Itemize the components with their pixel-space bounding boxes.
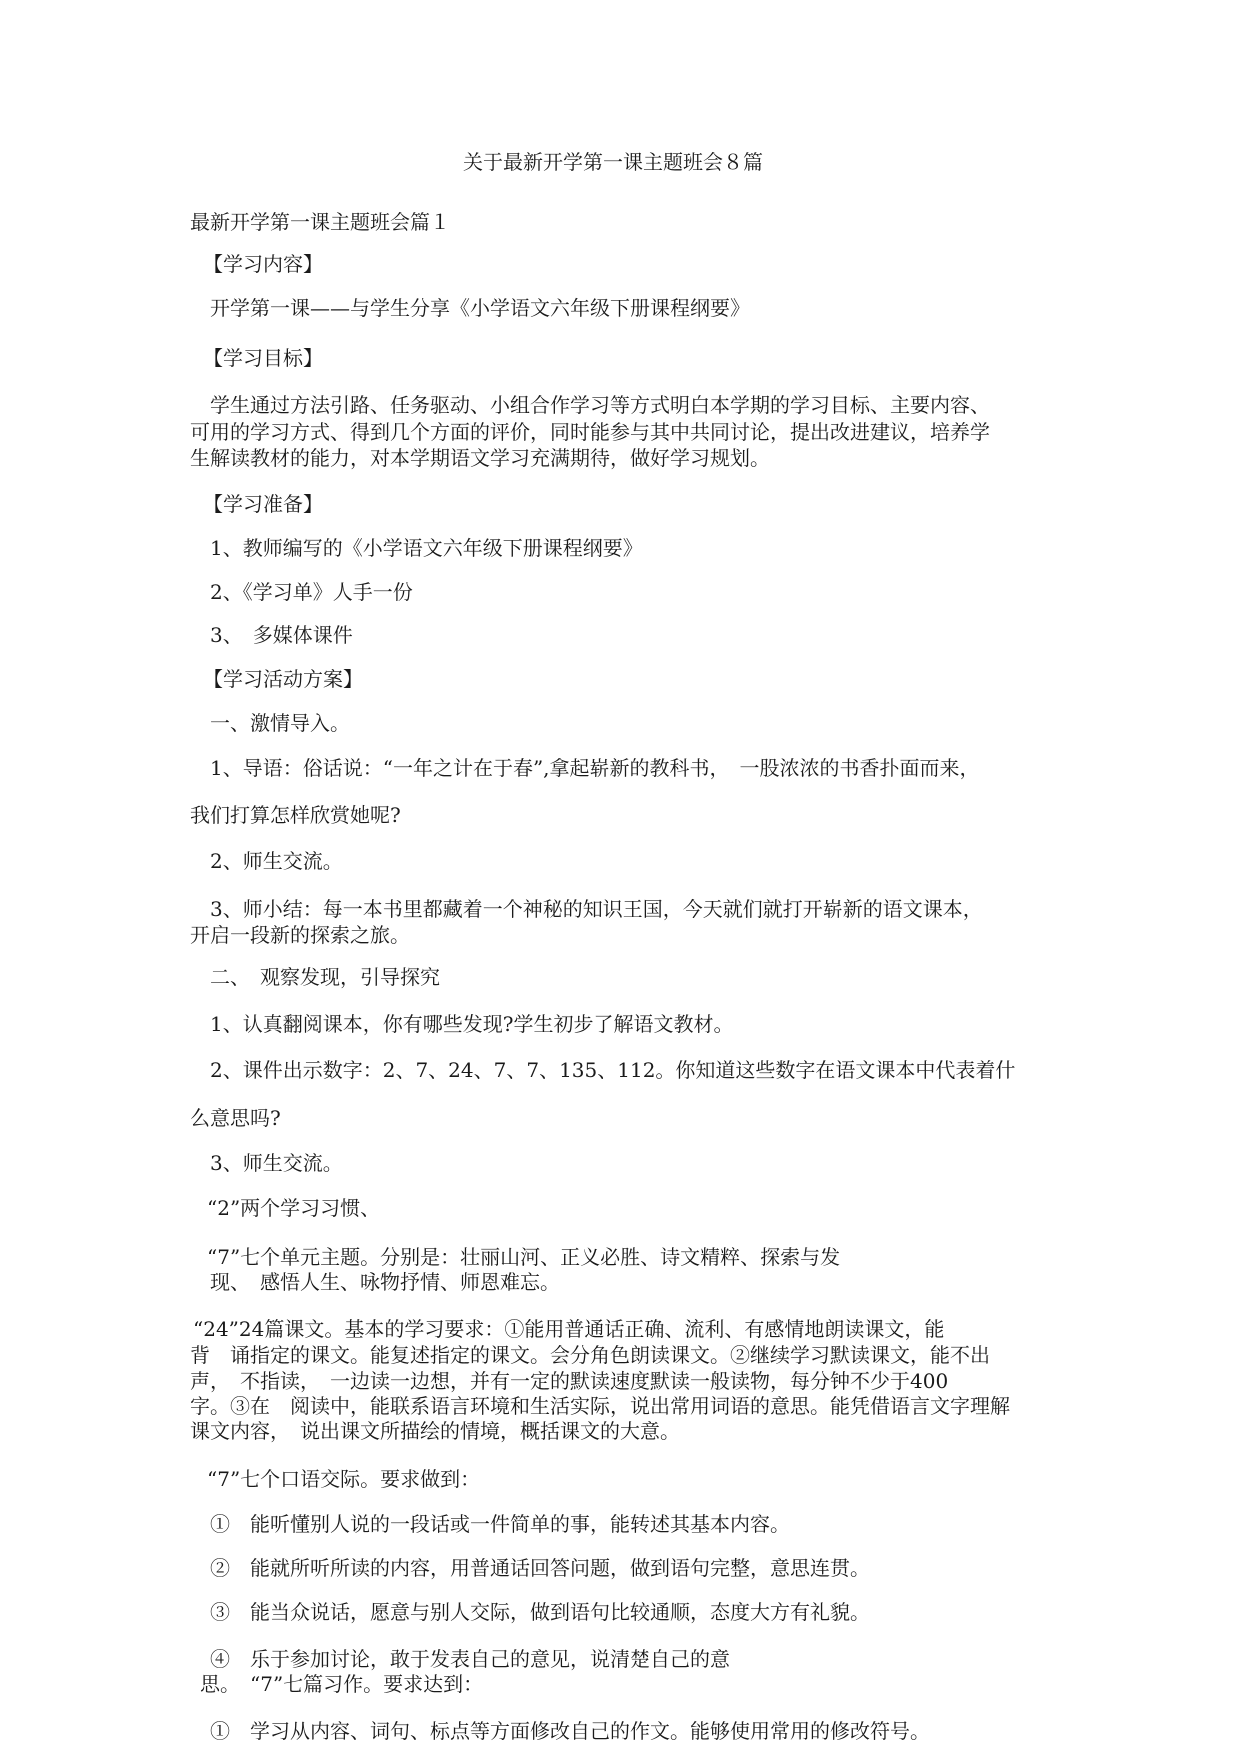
number-7-speaking: “7”七个口语交际。要求做到：: [207, 1467, 481, 1491]
heading-plan: 【学习活动方案】: [203, 667, 363, 691]
speaking-item-2: ② 能就所听所读的内容，用普通话回答问题，做到语句完整，意思连贯。: [210, 1556, 870, 1580]
step-2-item-3: 3、师生交流。: [210, 1151, 343, 1175]
heading-prep: 【学习准备】: [203, 492, 323, 516]
step-1-item-1-line-2: 我们打算怎样欣赏她呢?: [190, 803, 401, 827]
speaking-item-3: ③ 能当众说话，愿意与别人交际，做到语句比较通顺，态度大方有礼貌。: [210, 1600, 870, 1624]
speaking-item-1: ① 能听懂别人说的一段话或一件简单的事，能转述其基本内容。: [210, 1512, 790, 1536]
heading-goal: 【学习目标】: [203, 346, 323, 370]
number-24-line-5: 课文内容， 说出课文所描绘的情境，概括课文的大意。: [190, 1419, 680, 1443]
step-2-heading: 二、 观察发现，引导探究: [210, 965, 440, 989]
step-2-item-1: 1、认真翻阅课本，你有哪些发现?学生初步了解语文教材。: [210, 1012, 734, 1036]
number-24-line-4: 字。③在 阅读中，能联系语言环境和生活实际，说出常用词语的意思。能凭借语言文字理解: [190, 1394, 1010, 1418]
number-24-line-2: 背 诵指定的课文。能复述指定的课文。会分角色朗读课文。②继续学习默读课文，能不出: [190, 1343, 990, 1367]
step-2-item-2-line-1: 2、课件出示数字：2、7、24、7、7、135、112。你知道这些数字在语文课本中代表着什: [210, 1058, 1016, 1082]
step-2-item-2-line-2: 么意思吗?: [190, 1106, 281, 1130]
number-2-text: “2”两个学习习惯、: [207, 1196, 381, 1220]
document-title: 关于最新开学第一课主题班会８篇: [463, 150, 763, 174]
step-1-item-3-line-1: 3、师小结：每一本书里都藏着一个神秘的知识王国，今天就们就打开崭新的语文课本，: [210, 897, 983, 921]
writing-item-1: ① 学习从内容、词句、标点等方面修改自己的作文。能够使用常用的修改符号。: [210, 1719, 930, 1743]
number-7-units-line-1: “7”七个单元主题。分别是：壮丽山河、正义必胜、诗文精粹、探索与发: [207, 1245, 841, 1269]
number-24-line-1: “24”24篇课文。基本的学习要求：①能用普通话正确、流利、有感情地朗读课文，能: [193, 1317, 945, 1341]
goal-line-1: 学生通过方法引路、任务驱动、小组合作学习等方式明白本学期的学习目标、主要内容、: [210, 393, 990, 417]
section-title: 最新开学第一课主题班会篇１: [190, 210, 450, 234]
heading-content: 【学习内容】: [203, 252, 323, 276]
goal-line-2: 可用的学习方式、得到几个方面的评价，同时能参与其中共同讨论，提出改进建议，培养学: [190, 420, 990, 444]
step-1-item-1-line-1: 1、导语：俗话说：“一年之计在于春”,拿起崭新的教科书， 一股浓浓的书香扑面而来，: [210, 756, 980, 780]
step-1-heading: 一、激情导入。: [210, 711, 350, 735]
prep-item-1: 1、教师编写的《小学语文六年级下册课程纲要》: [210, 536, 643, 560]
goal-line-3: 生解读教材的能力，对本学期语文学习充满期待，做好学习规划。: [190, 446, 770, 470]
prep-item-3: 3、 多媒体课件: [210, 623, 353, 647]
step-1-item-2: 2、师生交流。: [210, 849, 343, 873]
speaking-item-4-line-1: ④ 乐于参加讨论，敢于发表自己的意见，说清楚自己的意: [210, 1647, 730, 1671]
speaking-item-4-line-2: 思。 “7”七篇习作。要求达到：: [200, 1672, 484, 1696]
number-24-line-3: 声， 不指读， 一边读一边想，并有一定的默读速度默读一般读物，每分钟不少于400: [190, 1369, 949, 1393]
prep-item-2: 2、《学习单》人手一份: [210, 580, 413, 604]
step-1-item-3-line-2: 开启一段新的探索之旅。: [190, 923, 410, 947]
content-text: 开学第一课——与学生分享《小学语文六年级下册课程纲要》: [210, 296, 750, 320]
number-7-units-line-2: 现、 感悟人生、咏物抒情、师恩难忘。: [210, 1270, 560, 1294]
